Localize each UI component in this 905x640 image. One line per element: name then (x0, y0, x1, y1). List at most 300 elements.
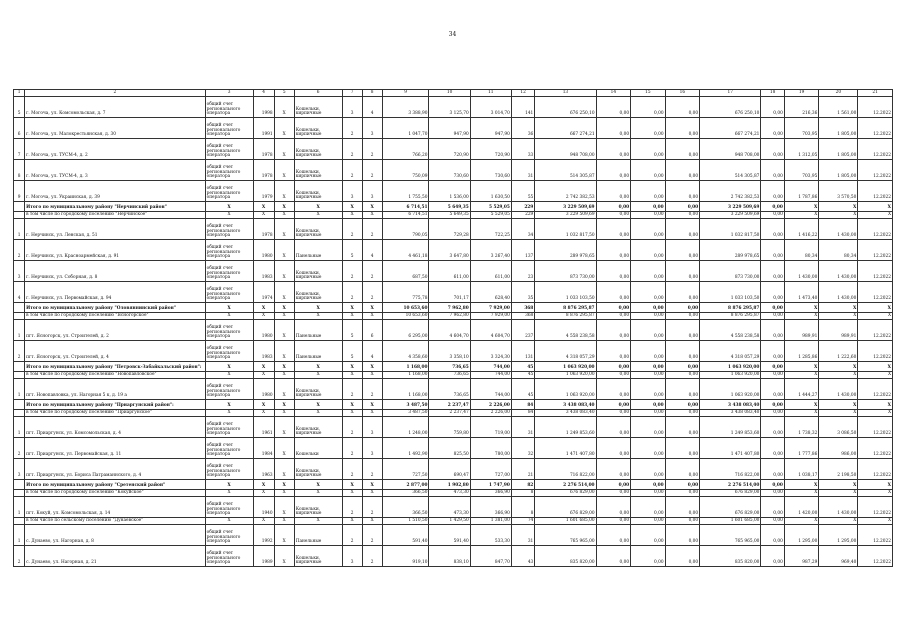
table-cell: 45 (511, 362, 534, 372)
table-cell: 0,00 (761, 219, 784, 240)
table-cell: 775,78 (382, 282, 429, 303)
table-cell: 1 430,00 (819, 497, 858, 518)
table-cell: 1 471 407,80 (700, 438, 761, 459)
table-cell: пгт. Ясногорск, ул. Строителей, д. 2 (25, 320, 205, 341)
table-cell: Х (342, 303, 362, 313)
table-cell: 0,00 (665, 497, 700, 518)
table-cell: 473,30 (429, 497, 470, 518)
table-cell: 0,00 (596, 379, 631, 400)
table-cell: 8 (511, 497, 534, 518)
table-cell: 0,00 (761, 181, 784, 202)
table-cell: 2 (342, 379, 362, 400)
table-cell: 0,00 (761, 417, 784, 438)
table-cell: 1 738,32 (784, 417, 819, 438)
table-cell: 0,00 (665, 379, 700, 400)
table-cell: 2 (362, 139, 382, 160)
table-cell: Х (342, 518, 362, 525)
table-cell: общий счет регионального оператора (205, 525, 253, 546)
table-cell: 1 430,00 (819, 219, 858, 240)
table-cell: 2 (342, 417, 362, 438)
table-cell (14, 202, 25, 212)
table-cell: пгт. Приаргунск, ул. Первомайская, д. 11 (25, 438, 205, 459)
table-cell: 289 978,65 (535, 240, 596, 261)
table-cell: 1 (14, 525, 25, 546)
table-cell: общий счет регионального оператора (205, 497, 253, 518)
table-cell: 36 (511, 118, 534, 139)
table-cell: 1 492,90 (382, 438, 429, 459)
table-cell: 1980 (253, 240, 274, 261)
table-cell: 0,00 (761, 139, 784, 160)
table-cell: Итого по муниципальному району "Приаргунский район": (25, 400, 205, 410)
table-cell: 7 929,00 (470, 303, 511, 313)
table-cell: Х (274, 379, 294, 400)
column-number: 18 (761, 90, 784, 97)
table-cell: 0,00 (631, 139, 666, 160)
table-cell: 1 (14, 497, 25, 518)
table-cell: 31 (511, 160, 534, 181)
column-number: 11 (470, 90, 511, 97)
table-cell: 137 (511, 240, 534, 261)
table-cell: Х (294, 202, 342, 212)
table-cell: 12.2022 (858, 181, 893, 202)
table-cell: 0,00 (596, 181, 631, 202)
table-cell: Х (205, 400, 253, 410)
table-cell: 1 063 920,00 (535, 379, 596, 400)
table-cell (14, 212, 25, 219)
table-cell: 0,00 (665, 459, 700, 480)
table-cell: Х (294, 362, 342, 372)
table-cell: 676 250,10 (700, 97, 761, 118)
table-cell: 0,00 (761, 320, 784, 341)
table-cell: 10 653,60 (382, 303, 429, 313)
table-cell: 0,00 (596, 518, 631, 525)
table-cell: 3 438 083,40 (700, 410, 761, 417)
table-cell: Х (819, 490, 858, 497)
table-cell: Х (819, 202, 858, 212)
table-cell: 533,30 (470, 525, 511, 546)
table-cell: Х (253, 480, 274, 490)
table-cell: 1963 (253, 459, 274, 480)
table-cell: 0,00 (631, 202, 666, 212)
table-cell: 765 965,00 (535, 525, 596, 546)
column-number: 21 (858, 90, 893, 97)
table-cell: 366,90 (470, 497, 511, 518)
table-cell: Х (362, 400, 382, 410)
table-cell: г. Нерчинск, ул. Ленская, д. 51 (25, 219, 205, 240)
column-number: 12 (511, 90, 534, 97)
table-cell: 0,00 (665, 261, 700, 282)
table-cell: Х (274, 160, 294, 181)
table-cell: г. Могоча, ул. Комсомольская, д. 7 (25, 97, 205, 118)
table-cell: Х (205, 212, 253, 219)
table-cell: 1 168,00 (382, 379, 429, 400)
table-cell: Х (342, 410, 362, 417)
table-cell: 0,00 (631, 313, 666, 320)
table-cell: 716 822,00 (535, 459, 596, 480)
table-cell: 31 (511, 525, 534, 546)
table-cell: Итого по муниципальному району "Оловяннинский район" (25, 303, 205, 313)
table-cell: 0,00 (665, 139, 700, 160)
table-cell: 1 381,00 (470, 518, 511, 525)
table-cell: 0,00 (631, 341, 666, 362)
table-cell: общий счет регионального оператора (205, 417, 253, 438)
table-row (14, 379, 893, 400)
table-cell: 7 (14, 139, 25, 160)
table-cell: 74 (511, 518, 534, 525)
table-cell: 0,00 (631, 261, 666, 282)
table-cell: 676 829,00 (700, 490, 761, 497)
table-cell: Х (784, 212, 819, 219)
table-cell: 766,20 (382, 139, 429, 160)
table-cell: 0,00 (596, 480, 631, 490)
table-cell: 0,00 (596, 525, 631, 546)
table-cell: 0,00 (596, 438, 631, 459)
table-cell: Кошельки, кирпичные (294, 261, 342, 282)
table-cell: 591,40 (429, 525, 470, 546)
table-cell: 0,00 (761, 497, 784, 518)
column-number: 2 (25, 90, 205, 97)
table-cell: 0,00 (665, 410, 700, 417)
table-cell: 12.2022 (858, 139, 893, 160)
table-cell: Х (253, 400, 274, 410)
table-cell: 1991 (253, 118, 274, 139)
table-cell: 0,00 (761, 97, 784, 118)
table-row (14, 341, 893, 362)
table-cell: 0,00 (761, 400, 784, 410)
table-cell: 6 714,51 (382, 202, 429, 212)
table-cell: Х (205, 202, 253, 212)
table-row (14, 438, 893, 459)
table-cell: 80,34 (819, 240, 858, 261)
table-cell: 0,00 (761, 313, 784, 320)
table-cell: 736,65 (429, 379, 470, 400)
district-total-row (14, 303, 893, 313)
table-cell: Х (784, 410, 819, 417)
table-cell: 0,00 (761, 212, 784, 219)
table-cell: Панельные (294, 525, 342, 546)
table-cell: 2 (14, 438, 25, 459)
table-cell: 1974 (253, 282, 274, 303)
table-cell: Х (274, 480, 294, 490)
table-cell: 750,09 (382, 160, 429, 181)
table-cell: Х (819, 362, 858, 372)
table-cell: 1 063 920,00 (535, 372, 596, 379)
table-cell: 744,00 (470, 379, 511, 400)
table-cell: 2 (342, 118, 362, 139)
table-cell: Кошельки (294, 438, 342, 459)
table-cell: 0,00 (761, 546, 784, 567)
table-cell: 2 276 514,00 (535, 480, 596, 490)
table-cell: 690,47 (429, 459, 470, 480)
table-cell: Х (362, 480, 382, 490)
table-cell: Х (205, 518, 253, 525)
table-cell: 2 (362, 525, 382, 546)
table-cell: Х (784, 372, 819, 379)
table-cell: 229 (511, 202, 534, 212)
table-cell: в том числе по городскому поселению "Приаргунское" (25, 410, 205, 417)
table-cell: Х (362, 313, 382, 320)
table-cell: 1 471 407,80 (535, 438, 596, 459)
table-row (14, 139, 893, 160)
table-cell: 12.2022 (858, 341, 893, 362)
table-cell: общий счет регионального оператора (205, 219, 253, 240)
table-cell: 5 (14, 97, 25, 118)
table-cell: 1983 (253, 341, 274, 362)
table-cell: 0,00 (596, 282, 631, 303)
table-cell: 12.2022 (858, 160, 893, 181)
table-cell: 667 274,21 (700, 118, 761, 139)
table-cell: 969,40 (819, 546, 858, 567)
table-cell: 730,60 (429, 160, 470, 181)
table-cell: общий счет регионального оператора (205, 379, 253, 400)
settlement-subtotal-row (14, 212, 893, 219)
table-cell: 1 (14, 320, 25, 341)
table-cell: общий счет регионального оператора (205, 240, 253, 261)
table-cell: Х (858, 490, 893, 497)
table-row (14, 160, 893, 181)
table-cell: 790,05 (382, 219, 429, 240)
table-cell: 835 820,00 (535, 546, 596, 567)
table-cell: 5 529,05 (470, 202, 511, 212)
table-cell: 368 (511, 303, 534, 313)
table-cell: в том числе по городскому поселению "Новопавловское" (25, 372, 205, 379)
table-cell: 8 (14, 160, 25, 181)
table-cell: Х (858, 202, 893, 212)
table-cell: Х (274, 341, 294, 362)
table-cell: Х (274, 546, 294, 567)
table-cell: 611,00 (429, 261, 470, 282)
table-cell: 5 649,35 (429, 212, 470, 219)
table-cell: 0,00 (761, 362, 784, 372)
table-cell: 835 820,00 (700, 546, 761, 567)
table-cell: Итого по муниципальному району "Сретенский район" (25, 480, 205, 490)
table-cell: 1 312,05 (784, 139, 819, 160)
table-cell: Х (274, 410, 294, 417)
table-cell: 2 (342, 459, 362, 480)
table-cell: 12.2022 (858, 240, 893, 261)
table-cell: 736,65 (429, 372, 470, 379)
table-cell: 3 388,90 (382, 97, 429, 118)
table-cell: 0,00 (631, 282, 666, 303)
settlement-subtotal-row (14, 490, 893, 497)
table-cell: с. Дунаево, ул. Нагорная, д. 21 (25, 546, 205, 567)
table-cell (14, 480, 25, 490)
table-cell: 1 249 853,60 (535, 417, 596, 438)
table-cell: 8 (511, 490, 534, 497)
table-cell: г. Могоча, ул. Малокрестьянская, д. 30 (25, 118, 205, 139)
table-cell: 8 876 295,87 (535, 303, 596, 313)
table-cell: Х (274, 240, 294, 261)
table-cell: 0,00 (665, 525, 700, 546)
table-cell: 736,65 (429, 362, 470, 372)
district-total-row (14, 400, 893, 410)
table-cell: Итого по муниципальному району "Петровск-Забайкальский район": (25, 362, 205, 372)
table-cell: Х (274, 438, 294, 459)
settlement-subtotal-row (14, 410, 893, 417)
table-cell: 82 (511, 480, 534, 490)
table-cell: 719,00 (470, 417, 511, 438)
table-cell: общий счет регионального оператора (205, 282, 253, 303)
table-cell: 2 (362, 546, 382, 567)
table-cell: 12.2022 (858, 282, 893, 303)
table-cell: 838,10 (429, 546, 470, 567)
table-cell: 947,90 (470, 118, 511, 139)
table-cell: 2 (362, 379, 382, 400)
table-cell: 21 (511, 459, 534, 480)
table-cell: 0,00 (665, 282, 700, 303)
table-cell: 1 747,90 (470, 480, 511, 490)
table-cell: Х (274, 212, 294, 219)
table-cell: 0,00 (631, 400, 666, 410)
table-cell: 0,00 (596, 459, 631, 480)
table-cell: 32 (511, 438, 534, 459)
table-cell: 948 708,00 (700, 139, 761, 160)
table-cell: 0,00 (631, 417, 666, 438)
table-cell: Х (274, 417, 294, 438)
table-cell: 0,00 (631, 480, 666, 490)
table-cell: Х (342, 202, 362, 212)
table-cell: общий счет регионального оператора (205, 320, 253, 341)
table-cell: 5 649,35 (429, 202, 470, 212)
table-cell (14, 313, 25, 320)
table-cell: Кошельки, кирпичные (294, 546, 342, 567)
table-cell: г. Могоча, ул. ТУСМ-4, д. 2 (25, 139, 205, 160)
table-cell: 0,00 (761, 459, 784, 480)
table-cell: 1 430,00 (819, 261, 858, 282)
table-cell: 676 250,10 (535, 97, 596, 118)
table-cell: Х (294, 372, 342, 379)
table-cell: общий счет регионального оператора (205, 341, 253, 362)
table-cell: 0,00 (665, 490, 700, 497)
table-cell: Х (274, 313, 294, 320)
table-cell: 1 805,00 (819, 139, 858, 160)
table-cell: Кошельки, кирпичные (294, 118, 342, 139)
table-cell: 2 742 382,53 (535, 181, 596, 202)
table-cell: 229 (511, 212, 534, 219)
table-cell: 2 198,50 (819, 459, 858, 480)
table-cell: 0,00 (631, 518, 666, 525)
table-cell: 1 249 853,60 (700, 417, 761, 438)
table-cell: 0,00 (761, 160, 784, 181)
table-cell: Панельные (294, 240, 342, 261)
table-cell: 3 438 083,40 (535, 410, 596, 417)
column-number: 1 (14, 90, 25, 97)
table-cell: 4 558 238,58 (535, 320, 596, 341)
table-cell: Х (294, 480, 342, 490)
table-cell: 3 229 509,69 (700, 202, 761, 212)
table-cell: 0,00 (665, 480, 700, 490)
table-cell: 0,00 (665, 118, 700, 139)
table-cell: Х (784, 480, 819, 490)
table-cell: 0,00 (631, 459, 666, 480)
table-cell: Х (362, 362, 382, 372)
table-cell: 4 604,70 (470, 320, 511, 341)
table-cell: 3 125,70 (429, 97, 470, 118)
table-cell: 3 (362, 181, 382, 202)
table-cell: Х (274, 362, 294, 372)
table-cell: 3 358,10 (429, 341, 470, 362)
page-number: 34 (448, 31, 457, 38)
table-cell: 1 033 103,50 (700, 282, 761, 303)
column-number: 9 (382, 90, 429, 97)
table-cell: 0,00 (665, 438, 700, 459)
table-cell: 0,00 (761, 372, 784, 379)
table-cell: 0,00 (596, 320, 631, 341)
table-cell: 43 (511, 546, 534, 567)
table-cell: Х (784, 490, 819, 497)
table-cell: 676 829,00 (535, 497, 596, 518)
table-cell: 3 229 509,69 (535, 212, 596, 219)
table-cell: Х (253, 212, 274, 219)
table-cell: Х (342, 212, 362, 219)
table-cell: 0,00 (596, 202, 631, 212)
table-cell: 0,00 (596, 417, 631, 438)
table-cell: 1 601 685,00 (535, 518, 596, 525)
table-cell: Х (858, 410, 893, 417)
table-cell: 727,50 (382, 459, 429, 480)
district-total-row (14, 202, 893, 212)
table-cell: 1992 (253, 525, 274, 546)
table-cell: 0,00 (665, 160, 700, 181)
table-cell: 216,36 (784, 97, 819, 118)
table-cell: 3 (342, 181, 362, 202)
table-cell: 1998 (253, 97, 274, 118)
table-cell: 4 604,70 (429, 320, 470, 341)
table-cell: Х (858, 362, 893, 372)
table-cell: 0,00 (631, 219, 666, 240)
table-cell: 84 (511, 400, 534, 410)
table-cell: Х (342, 480, 362, 490)
table-cell: 2 (342, 525, 362, 546)
table-cell: 12.2022 (858, 320, 893, 341)
table-cell: Кошельки, кирпичные (294, 497, 342, 518)
table-cell: 45 (511, 379, 534, 400)
table-cell: 0,00 (631, 362, 666, 372)
table-cell: 1 416,22 (784, 219, 819, 240)
table-cell: пгт. Приаргунск, ул. Комсомольская, д. 4 (25, 417, 205, 438)
table-cell: Х (294, 490, 342, 497)
table-cell: 1 063 920,00 (700, 362, 761, 372)
table-cell: Кошельки, кирпичные (294, 379, 342, 400)
table-cell: Х (784, 362, 819, 372)
table-cell: 1 295,00 (784, 525, 819, 546)
table-cell: 0,00 (665, 313, 700, 320)
table-cell: Х (253, 303, 274, 313)
table-cell: 4 461,18 (382, 240, 429, 261)
table-cell: 1 510,50 (382, 518, 429, 525)
table-cell: 6 295,00 (382, 320, 429, 341)
table-cell: 12.2022 (858, 438, 893, 459)
table-cell: 0,00 (596, 303, 631, 313)
table-cell: Х (253, 518, 274, 525)
table-cell: 1 063 920,00 (700, 372, 761, 379)
table-cell: 0,00 (596, 97, 631, 118)
table-cell: Х (274, 282, 294, 303)
table-cell: Х (274, 490, 294, 497)
table-cell: 1989 (253, 546, 274, 567)
table-cell: 55 (511, 181, 534, 202)
table-row (14, 97, 893, 118)
table-cell: 8 876 295,87 (535, 313, 596, 320)
table-cell: 667 274,21 (535, 118, 596, 139)
table-row (14, 320, 893, 341)
table-cell: 514 305,87 (700, 160, 761, 181)
table-cell: Х (205, 490, 253, 497)
table-cell: г. Нерчинск, ул. Соборная, д. 8 (25, 261, 205, 282)
table-cell: 3 647,80 (429, 240, 470, 261)
table-cell: 141 (511, 97, 534, 118)
table-cell: 0,00 (665, 181, 700, 202)
